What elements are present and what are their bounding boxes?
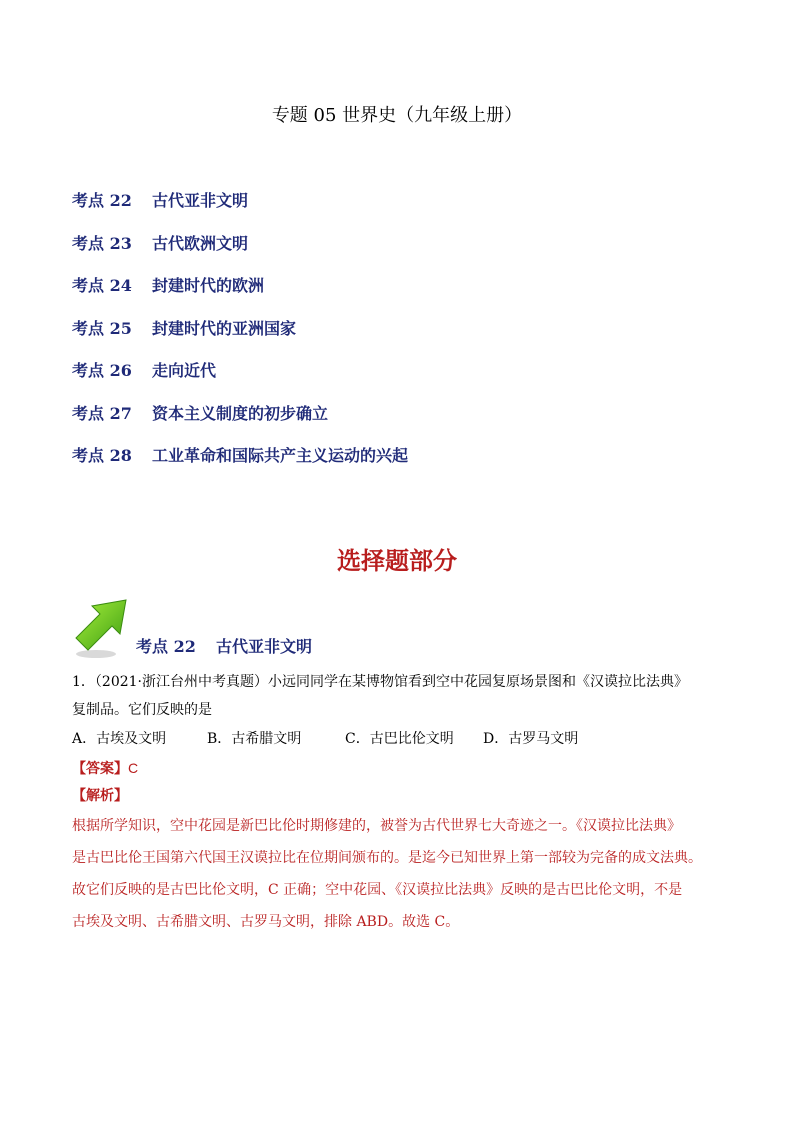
topic-code: 考点 27: [72, 403, 132, 423]
analysis-text-line: 故它们反映的是古巴比伦文明，C 正确；空中花园、《汉谟拉比法典》反映的是古巴比伦文明，不是: [72, 882, 683, 898]
analysis-label: 【解析】: [72, 788, 128, 804]
topic-label: 古代亚非文明: [152, 191, 249, 210]
topic-code: 考点 24: [72, 276, 132, 295]
question-block: [72, 668, 732, 938]
topic-item: [72, 402, 408, 445]
topic-label: 封建时代的亚洲国家: [152, 318, 297, 338]
green-arrow-icon: [70, 594, 134, 662]
topic-label: 封建时代的欧洲: [152, 276, 265, 295]
question-stem: 1．（2021·浙江台州中考真题）小远同同学在某博物馆看到空中花园复原场景图和《汉谟拉比法典》: [72, 674, 688, 690]
option-b: B．古希腊文明: [207, 731, 302, 747]
topic-item: [72, 359, 408, 402]
topic-code: 考点 23: [72, 233, 132, 253]
topic-item: [72, 274, 408, 317]
option-d: D．古罗马文明: [483, 731, 579, 747]
topic-code: 考点 22: [72, 191, 132, 210]
option-a: A．古埃及文明: [72, 731, 167, 747]
sub-heading-code: 考点 22: [136, 637, 196, 656]
topic-code: 考点 25: [72, 318, 132, 338]
question-stem-continued: 复制品。它们反映的是: [72, 702, 212, 718]
analysis-text-line: 是古巴比伦王国第六代国王汉谟拉比在位期间颁布的。是迄今已知世界上第一部较为完备的成文法典。: [72, 850, 702, 866]
section-heading: 选择题部分: [337, 546, 457, 575]
analysis-text-line: 根据所学知识，空中花园是新巴比伦时期修建的，被誉为古代世界七大奇迹之一。《汉谟拉比法典》: [72, 818, 681, 834]
topic-label: 古代欧洲文明: [152, 233, 249, 253]
topic-label: 工业革命和国际共产主义运动的兴起: [152, 446, 409, 465]
topic-label: 走向近代: [152, 361, 217, 380]
analysis-text-line: 古埃及文明、古希腊文明、古罗马文明，排除 ABD。故选 C。: [72, 914, 460, 930]
topic-item: [72, 317, 408, 360]
topic-item: [72, 232, 408, 275]
topic-label: 资本主义制度的初步确立: [152, 403, 329, 423]
answer-label: 【答案】: [72, 761, 128, 777]
topic-item: [72, 189, 408, 232]
answer-line: [72, 754, 732, 782]
page-title: 专题 05 世界史（九年级上册）: [271, 105, 523, 126]
sub-heading: [136, 635, 312, 659]
answer-options: [72, 724, 732, 754]
topic-item: [72, 444, 408, 487]
topic-code: 考点 26: [72, 361, 132, 380]
option-c: C．古巴比伦文明: [345, 731, 454, 747]
sub-heading-label: 古代亚非文明: [216, 637, 313, 656]
topic-list: [72, 189, 408, 487]
answer-value: C: [128, 760, 139, 776]
topic-code: 考点 28: [72, 446, 132, 465]
